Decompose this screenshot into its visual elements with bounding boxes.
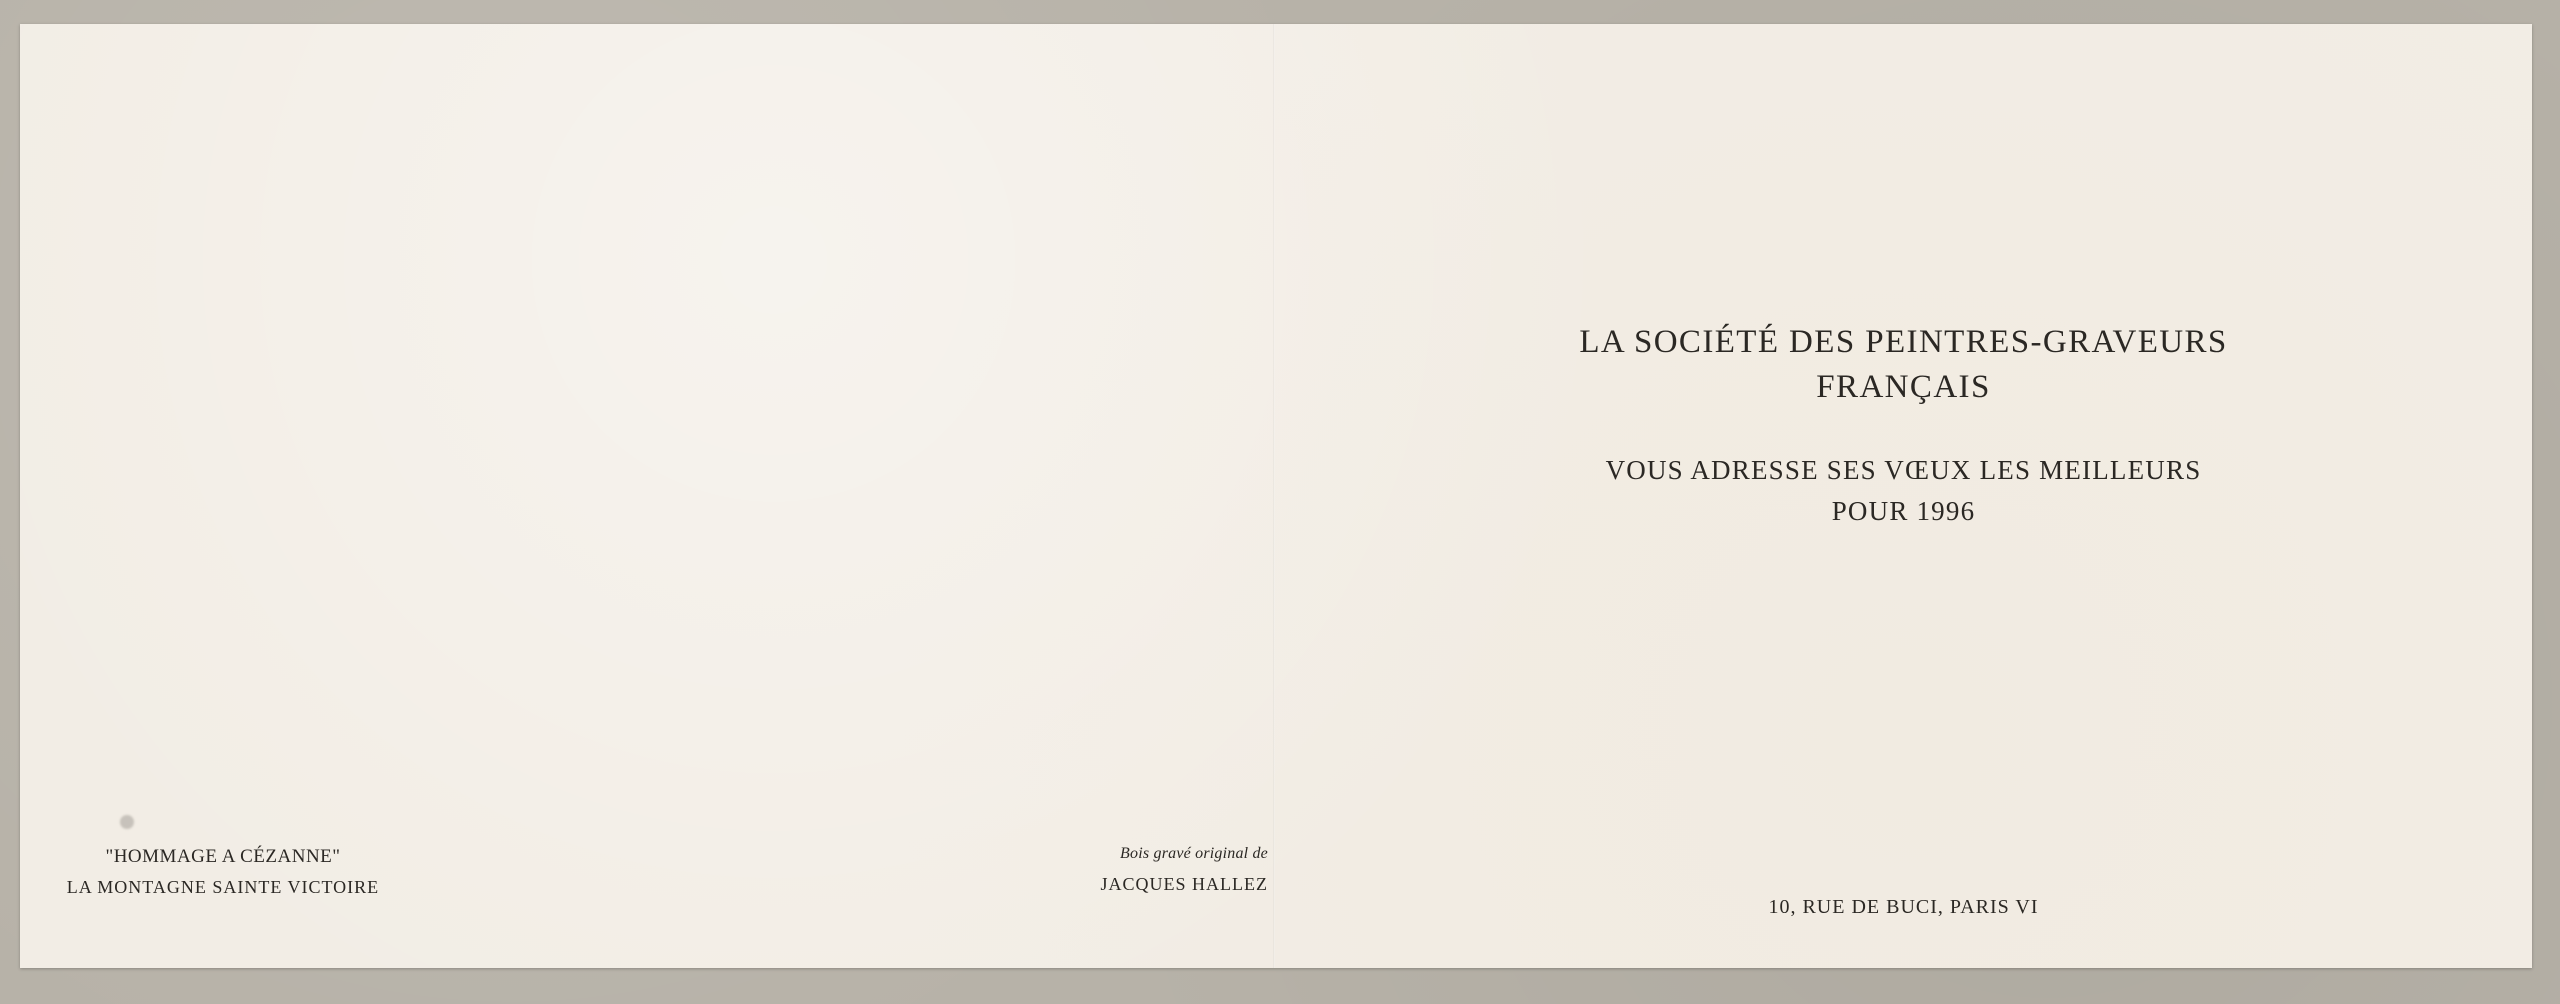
greeting-card [20,24,2532,968]
right-panel [1275,24,2532,968]
heading-line-1: LA SOCIÉTÉ DES PEINTRES-GRAVEURS [1579,324,2228,360]
left-panel [20,24,1273,968]
artist-name: JACQUES HALLEZ [1100,873,1268,894]
wishes-line-1: VOUS ADRESSE SES VŒUX LES MEILLEURS [1605,455,2202,485]
new-year-wishes [1275,450,2532,531]
engraving-credit: Bois gravé original de [1120,845,1268,862]
artwork-subtitle: LA MONTAGNE SAINTE VICTOIRE [66,877,380,898]
paper-speck [120,815,134,829]
artwork-caption [48,842,398,902]
address: 10, RUE DE BUCI, PARIS VI [1768,896,2039,918]
wishes-line-2: POUR 1996 [1831,495,1976,526]
artwork-title: "HOMMAGE A CÉZANNE" [105,846,341,867]
society-heading [1275,320,2532,409]
artist-caption [1028,842,1268,899]
heading-line-2: FRANÇAIS [1816,368,1991,405]
